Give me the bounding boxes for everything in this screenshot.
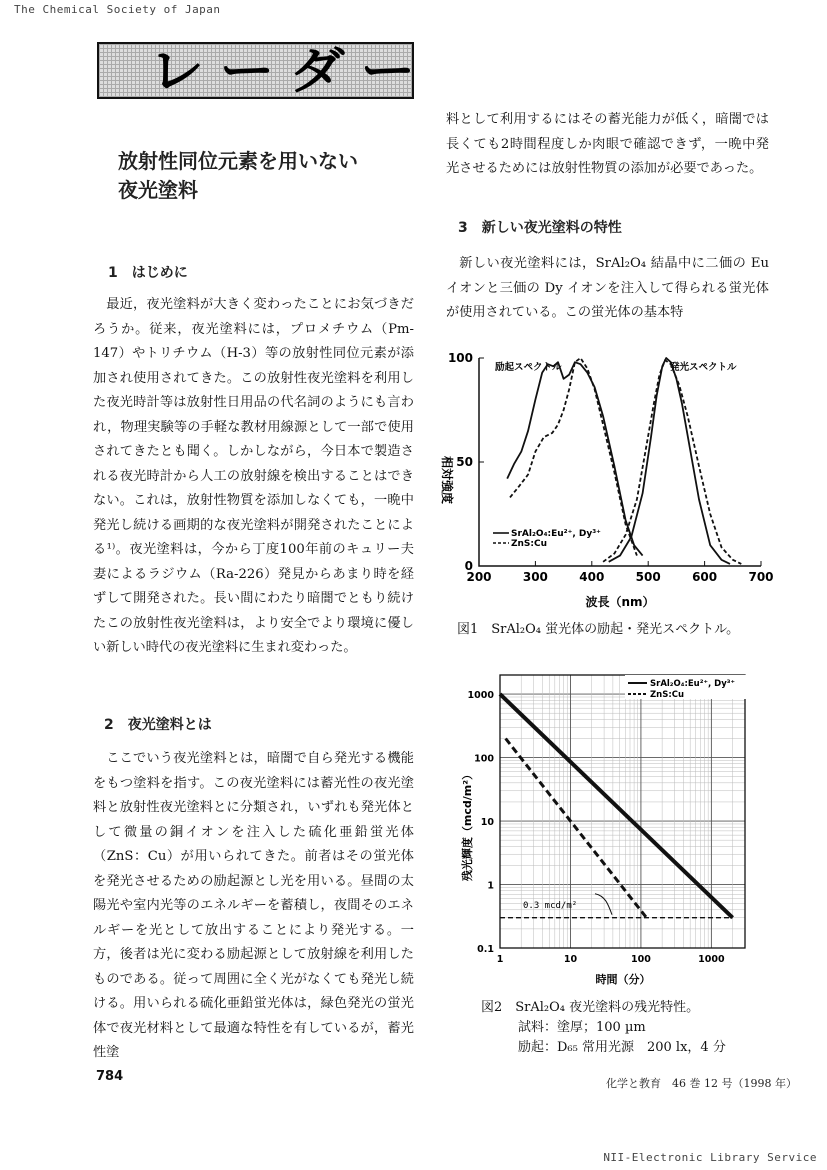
section1-text	[93, 293, 414, 701]
fig1-xtick-label: 200	[466, 570, 492, 584]
fig1-annotation-excitation: 励起スペクトル	[495, 362, 562, 373]
fig1-annotation-emission: 発光スペクトル	[670, 362, 737, 373]
section-banner	[97, 42, 431, 100]
fig1-ylabel: 相対強度	[440, 455, 454, 505]
fig2-legend-srao: SrAl₂O₄:Eu²⁺, Dy³⁺	[650, 679, 735, 689]
fig2-ylabel: 残光輝度（mcd/m²）	[461, 768, 474, 882]
fig1-series-line-2	[510, 358, 637, 556]
fig1-xtick-label: 600	[692, 570, 718, 584]
fig2-xtick-label: 1	[496, 954, 504, 965]
fig2-annotation-arrow	[595, 894, 612, 915]
section3-text	[446, 252, 769, 348]
fig1-series-line-0	[507, 362, 642, 555]
fig1-xlabel: 波長（nm）	[585, 595, 655, 609]
fig2-xtick-label: 100	[630, 954, 651, 965]
section2-paragraph: ここでいう夜光塗料とは，暗闇で自ら発光する機能をもつ塗料を指す。この夜光塗料には蓄光性の夜光塗料と放射性夜光塗料とに分類され，いずれも発光体として微量の銅イオンを注入した硫化亜鉛蛍光体（ZnS：Cu）が用いられてきた。前者はその蛍光体を発光させるための励起源とし光を用いる。昼間の太陽光や室内光等のエネルギーを蓄積し，夜間そのエネルギーを光として放出することにより発光する。一方，後者は光に変わる励起源として放射線を利用したものである。従って周囲に全く光がなくても発光し続ける。用いられる硫化亜鉛蛍光体は，緑色発光の蛍光体で夜光材料として最適な特性を有しているが，蓄光性塗	[93, 751, 414, 1060]
figure1-chart	[425, 350, 785, 615]
fig1-legend	[493, 529, 601, 549]
fig2-xtick-label: 10	[563, 954, 578, 965]
fig2-ytick-label: 100	[474, 753, 494, 765]
figure1-caption: 図1 SrAl₂O₄ 蛍光体の励起・発光スペクトル。	[457, 622, 740, 637]
section2-continued	[446, 108, 769, 204]
section2-heading: 2 夜光塗料とは	[104, 717, 212, 733]
fig2-caption-line3: 励起：D₆₅ 常用光源 200 lx，4 分	[518, 1040, 726, 1055]
fig1-series-line-1	[609, 358, 730, 564]
fig1-xtick-label: 500	[635, 570, 661, 584]
fig2-ytick-label: 1000	[467, 690, 494, 702]
section2-text	[93, 747, 414, 1065]
fig1-series-line-3	[603, 360, 741, 564]
page-number: 784	[96, 1069, 124, 1084]
fig1-legend-srao: SrAl₂O₄:Eu²⁺, Dy³⁺	[511, 529, 601, 539]
article-title	[118, 147, 358, 205]
fig2-legend-zns: ZnS:Cu	[650, 690, 685, 700]
section1-paragraph: 最近，夜光塗料が大きく変わったことにお気づきだろうか。従来，夜光塗料には，プロメチウム（Pm-147）やトリチウム（H-3）等の放射性同位元素が添加され使用されてきた。この放射性夜光塗料を利用した夜光時計等は放射性日用品の代名詞のようにも言われ，物理実験等の手軽な教材用線源として一部で使用されてきたとも聞く。しかしながら，今日本で製造される夜光時計から人工の放射線を検出することはできない。これは，放射性物質を添加しなくても，一晩中発光し続ける画期的な夜光塗料が開発されたことによる¹⁾。夜光塗料は，今から丁度100年前のキュリー夫妻によるラジウム（Ra-226）発見からあまり時を経ずして開発された。長い間にわたり暗闇でともり続けたこの放射性夜光塗料は，より安全でより環境に優しい新しい時代の夜光塗料に生まれ変わった。	[93, 297, 414, 655]
fig2-caption-line1: 図2 SrAl₂O₄ 夜光塗料の残光特性。	[481, 1000, 700, 1015]
fig1-xtick-label: 700	[748, 570, 774, 584]
fig1-ytick-label: 100	[447, 351, 473, 365]
article-title-line1: 放射性同位元素を用いない	[118, 149, 358, 173]
section3-paragraph: 新しい夜光塗料には，SrAl₂O₄ 結晶中に二価の Eu イオンと三価の Dy イオンを注入して得られる蛍光体が使用されている。この蛍光体の基本特	[446, 256, 769, 320]
section2-cont-paragraph: 料として利用するにはその蓄光能力が低く，暗闇では長くても2時間程度しか肉眼で確認できず，一晩中発光させるためには放射性物質の添加が必要であった。	[446, 112, 769, 176]
fig1-xtick-label: 400	[579, 570, 605, 584]
fig2-legend	[625, 675, 747, 700]
library-footer: NII-Electronic Library Service	[603, 1151, 817, 1164]
fig1-ytick-label: 50	[456, 455, 473, 469]
society-header: The Chemical Society of Japan	[14, 3, 221, 16]
fig2-ytick-label: 0.1	[477, 944, 494, 955]
fig2-ytick-label: 10	[480, 817, 494, 829]
fig2-ytick-label: 1	[487, 880, 494, 892]
figure2-chart	[425, 665, 785, 993]
fig2-caption-line2: 試料：塗厚；100 µm	[518, 1020, 646, 1035]
fig2-annotation: 0.3 mcd/m²	[523, 901, 578, 911]
section1-heading: 1 はじめに	[108, 265, 188, 281]
fig1-ytick-label: 0	[464, 559, 473, 573]
section3-heading: 3 新しい夜光塗料の特性	[458, 220, 622, 236]
figure2-caption	[481, 998, 726, 1058]
journal-info: 化学と教育 46 巻 12 号（1998 年）	[606, 1077, 797, 1090]
article-title-line2: 夜光塗料	[118, 178, 198, 202]
fig2-xlabel: 時間（分）	[595, 973, 651, 986]
banner-title: レーダー	[149, 42, 431, 100]
fig1-xtick-label: 300	[522, 570, 548, 584]
fig1-legend-zns: ZnS:Cu	[511, 539, 548, 549]
fig2-xtick-label: 1000	[698, 954, 725, 965]
